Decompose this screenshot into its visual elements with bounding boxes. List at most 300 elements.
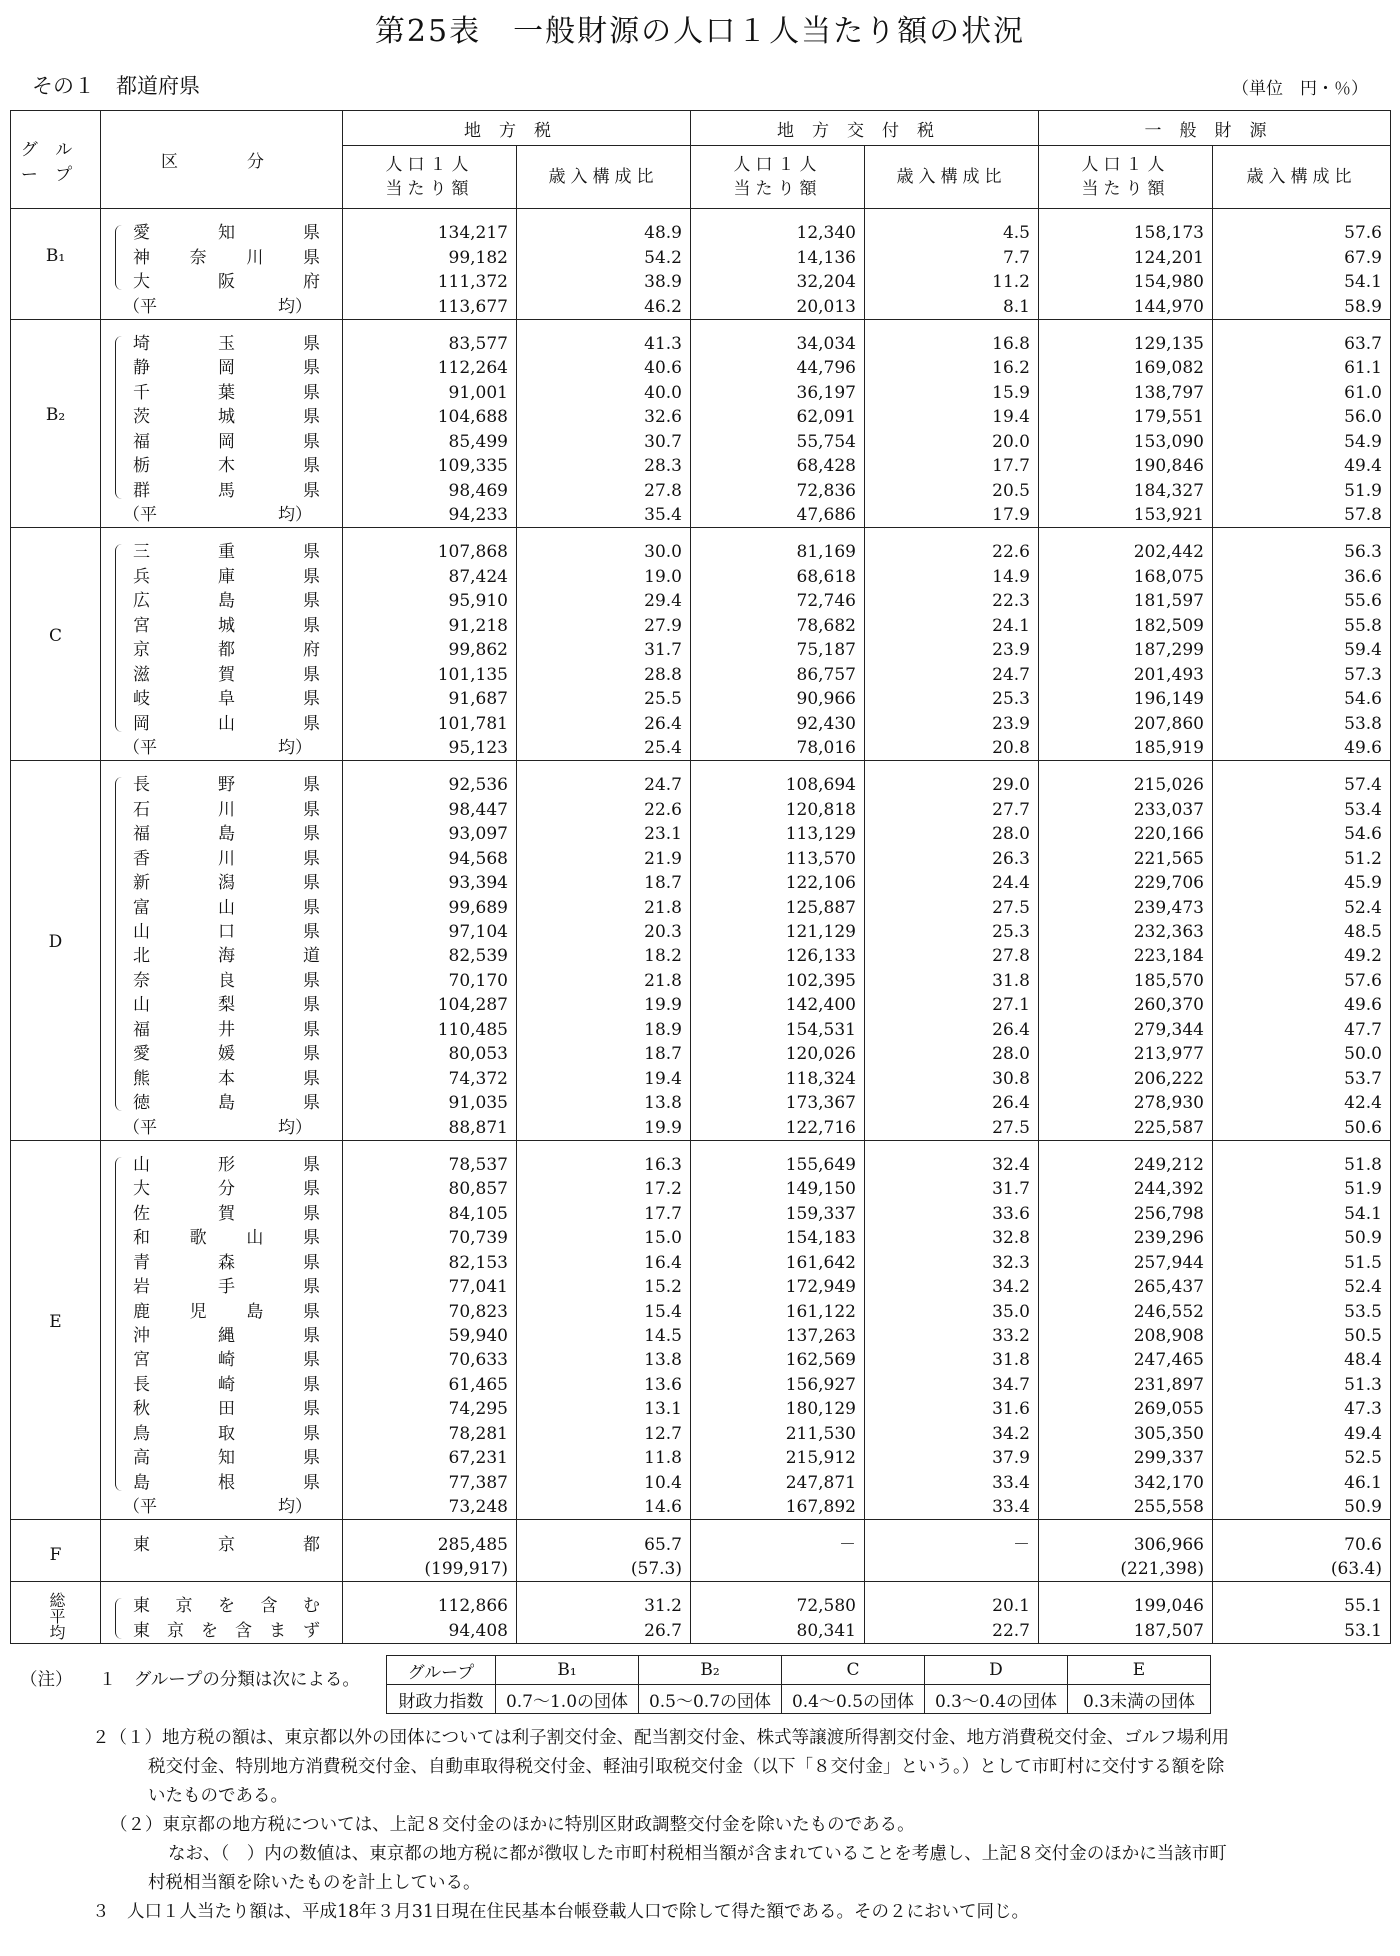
row-label — [101, 822, 343, 846]
value-cell-kr: 15.9 — [865, 381, 1039, 405]
value-cell-gr: 51.9 — [1213, 1177, 1391, 1201]
header-ippan: 一般財源 — [1039, 111, 1391, 146]
value-cell-t: 94,568 — [343, 847, 517, 871]
value-cell-g: 206,222 — [1039, 1066, 1213, 1090]
row-label — [101, 565, 343, 589]
value-cell-gr: (63.4) — [1213, 1557, 1391, 1582]
group-name: F — [49, 1544, 62, 1565]
table-row — [11, 687, 1391, 711]
table-row — [11, 221, 1391, 245]
group-cell-empty — [11, 847, 101, 871]
value-cell-g: 279,344 — [1039, 1018, 1213, 1042]
table-row — [11, 430, 1391, 454]
value-cell-kr: 17.9 — [865, 503, 1039, 528]
value-cell-t: 112,264 — [343, 356, 517, 380]
note-1: （注） １ グループの分類は次による。 — [20, 1670, 360, 1690]
value-cell-t: 92,536 — [343, 773, 517, 797]
value-cell-k: 118,324 — [691, 1066, 865, 1090]
value-cell-tr: 17.2 — [517, 1177, 691, 1201]
row-label — [101, 1619, 343, 1644]
value-cell-tr: (57.3) — [517, 1557, 691, 1582]
value-cell-gr: 58.9 — [1213, 294, 1391, 319]
header-ratio: 歳入構成比 — [1213, 146, 1391, 209]
row-label — [101, 1251, 343, 1275]
row-name: 和 歌 山 県 — [133, 1228, 320, 1249]
row-name: 広 島 県 — [133, 591, 320, 612]
section-spacer — [11, 319, 1391, 332]
row-label — [101, 1422, 343, 1446]
group-name: C — [48, 626, 62, 647]
value-cell-gr: 53.5 — [1213, 1299, 1391, 1323]
value-cell-tr: 26.4 — [517, 711, 691, 735]
value-cell-tr: 19.9 — [517, 993, 691, 1017]
group-cell-empty — [11, 1115, 101, 1140]
value-cell-gr: 51.9 — [1213, 478, 1391, 502]
value-cell-tr: 28.8 — [517, 662, 691, 686]
value-cell-gr: 54.9 — [1213, 430, 1391, 454]
value-cell-gr: 49.6 — [1213, 993, 1391, 1017]
value-cell-g: 260,370 — [1039, 993, 1213, 1017]
note-2b-2: なお、（ ）内の数値は、東京都の地方税に都が徴収した市町村税相当額が含まれていることを考慮し、上記８交付金のほかに当該市町 — [168, 1844, 1227, 1864]
row-name: 香 川 県 — [133, 848, 320, 869]
row-label — [101, 969, 343, 993]
value-cell-k: 154,531 — [691, 1018, 865, 1042]
value-cell-gr: 63.7 — [1213, 332, 1391, 356]
value-cell-t: 82,539 — [343, 944, 517, 968]
value-cell-kr: 26.4 — [865, 1018, 1039, 1042]
table-row — [11, 1091, 1391, 1115]
value-cell-g: 179,551 — [1039, 405, 1213, 429]
value-cell-g: 182,509 — [1039, 614, 1213, 638]
value-cell-tr: 22.6 — [517, 798, 691, 822]
row-label — [101, 356, 343, 380]
table-row — [11, 1251, 1391, 1275]
page-title: 第25表 一般財源の人口１人当たり額の状況 — [374, 14, 1026, 49]
group-cell-empty — [11, 1066, 101, 1090]
value-cell-gr: 54.1 — [1213, 1202, 1391, 1226]
group-cell-empty — [11, 565, 101, 589]
group-cell-empty — [11, 1422, 101, 1446]
value-cell-k: 167,892 — [691, 1495, 865, 1520]
table-row — [11, 1619, 1391, 1644]
group-label — [11, 332, 101, 426]
row-label — [101, 1348, 343, 1372]
row-name: 長 崎 県 — [133, 1374, 320, 1395]
value-cell-kr: 30.8 — [865, 1066, 1039, 1090]
value-cell-g: 202,442 — [1039, 540, 1213, 564]
group-cell-empty — [11, 711, 101, 735]
table-row — [11, 944, 1391, 968]
value-cell-k: 142,400 — [691, 993, 865, 1017]
value-cell-g: 185,570 — [1039, 969, 1213, 993]
value-cell-tr: 19.9 — [517, 1115, 691, 1140]
row-name: 徳 島 県 — [133, 1093, 320, 1114]
value-cell-t: 77,041 — [343, 1275, 517, 1299]
value-cell-kr: 14.9 — [865, 565, 1039, 589]
value-cell-gr: 49.6 — [1213, 736, 1391, 761]
value-cell-gr: 70.6 — [1213, 1532, 1391, 1556]
value-cell-k: 156,927 — [691, 1373, 865, 1397]
value-cell-gr: 50.5 — [1213, 1324, 1391, 1348]
value-cell-gr: 57.3 — [1213, 662, 1391, 686]
value-cell-tr: 46.2 — [517, 294, 691, 319]
value-cell-tr: 30.7 — [517, 430, 691, 454]
header-per-capita: 人口１人 当たり額 — [1039, 146, 1213, 209]
table-row — [11, 1018, 1391, 1042]
index-cell: 0.3～0.4の団体 — [925, 1685, 1068, 1714]
value-cell-t: 98,469 — [343, 478, 517, 502]
row-label — [101, 1470, 343, 1494]
value-cell-kr: 27.5 — [865, 1115, 1039, 1140]
value-cell-g: 184,327 — [1039, 478, 1213, 502]
value-cell-tr: 12.7 — [517, 1422, 691, 1446]
group-cell-empty — [11, 1397, 101, 1421]
value-cell-kr: 16.8 — [865, 332, 1039, 356]
value-cell-g: 239,473 — [1039, 895, 1213, 919]
value-cell-t: 97,104 — [343, 920, 517, 944]
value-cell-t: 94,408 — [343, 1619, 517, 1644]
group-cell: グループ — [387, 1656, 496, 1685]
value-cell-kr: 22.7 — [865, 1619, 1039, 1644]
value-cell-gr: 57.8 — [1213, 503, 1391, 528]
value-cell-kr: 31.8 — [865, 969, 1039, 993]
value-cell-k: 161,122 — [691, 1299, 865, 1323]
value-cell-g: 181,597 — [1039, 589, 1213, 613]
value-cell-t: 67,231 — [343, 1446, 517, 1470]
row-label — [101, 381, 343, 405]
group-cell-empty — [11, 1202, 101, 1226]
value-cell-t: 83,577 — [343, 332, 517, 356]
group-cell-empty — [11, 1495, 101, 1520]
value-cell-tr: 29.4 — [517, 589, 691, 613]
section-spacer — [11, 528, 1391, 541]
group-label — [11, 1592, 101, 1641]
table-row — [11, 270, 1391, 294]
row-label — [101, 1557, 343, 1582]
value-cell-tr: 18.9 — [517, 1018, 691, 1042]
table-row — [11, 1275, 1391, 1299]
table-body — [11, 209, 1391, 1644]
value-cell-g: 220,166 — [1039, 822, 1213, 846]
row-name: 大 分 県 — [133, 1179, 320, 1200]
value-cell-kr: 20.8 — [865, 736, 1039, 761]
value-cell-k: 122,716 — [691, 1115, 865, 1140]
value-cell-gr: 36.6 — [1213, 565, 1391, 589]
value-cell-g: 256,798 — [1039, 1202, 1213, 1226]
row-name: 滋 賀 県 — [133, 664, 320, 685]
value-cell-kr: 29.0 — [865, 773, 1039, 797]
value-cell-t: 110,485 — [343, 1018, 517, 1042]
row-name: （平 均） — [123, 296, 312, 317]
value-cell-g: 223,184 — [1039, 944, 1213, 968]
value-cell-k: 122,106 — [691, 871, 865, 895]
row-label — [101, 1275, 343, 1299]
row-name: 岡 山 県 — [133, 713, 320, 734]
row-name: 富 山 県 — [133, 897, 320, 918]
row-name: （平 均） — [123, 1497, 312, 1518]
row-label — [101, 540, 343, 564]
value-cell-tr: 16.3 — [517, 1153, 691, 1177]
value-cell-k: 126,133 — [691, 944, 865, 968]
group-name: B₂ — [45, 405, 66, 426]
value-cell-t: 88,871 — [343, 1115, 517, 1140]
row-label — [101, 1373, 343, 1397]
value-cell-t: 94,233 — [343, 503, 517, 528]
value-cell-t: 80,857 — [343, 1177, 517, 1201]
value-cell-k: 155,649 — [691, 1153, 865, 1177]
value-cell-k: 211,530 — [691, 1422, 865, 1446]
table-row — [11, 1042, 1391, 1066]
section-spacer — [11, 761, 1391, 774]
table-row — [11, 847, 1391, 871]
value-cell-kr: 33.4 — [865, 1470, 1039, 1494]
section-spacer — [11, 1520, 1391, 1533]
value-cell-k: 81,169 — [691, 540, 865, 564]
header-per-capita: 人口１人 当たり額 — [691, 146, 865, 209]
value-cell-gr: 53.7 — [1213, 1066, 1391, 1090]
value-cell-t: 78,537 — [343, 1153, 517, 1177]
table-row — [11, 1324, 1391, 1348]
value-cell-gr: 45.9 — [1213, 871, 1391, 895]
table-row — [11, 565, 1391, 589]
value-cell-g: 255,558 — [1039, 1495, 1213, 1520]
row-name: 愛 媛 県 — [133, 1044, 320, 1065]
value-cell-t: 70,823 — [343, 1299, 517, 1323]
value-cell-g: 229,706 — [1039, 871, 1213, 895]
index-cell: 0.7～1.0の団体 — [496, 1685, 639, 1714]
value-cell-gr: 52.4 — [1213, 895, 1391, 919]
value-cell-kr: 17.7 — [865, 454, 1039, 478]
average-row — [11, 736, 1391, 761]
value-cell-g: 221,565 — [1039, 847, 1213, 871]
row-name: 島 根 県 — [133, 1472, 320, 1493]
index-cell: 0.5～0.7の団体 — [639, 1685, 782, 1714]
value-cell-t: 101,135 — [343, 662, 517, 686]
row-label — [101, 589, 343, 613]
value-cell-kr: 27.5 — [865, 895, 1039, 919]
value-cell-g: 239,296 — [1039, 1226, 1213, 1250]
value-cell-kr: 26.4 — [865, 1091, 1039, 1115]
value-cell-tr: 13.8 — [517, 1348, 691, 1372]
value-cell-k: 20,013 — [691, 294, 865, 319]
group-cell: C — [782, 1656, 925, 1685]
page-subtitle: その１ 都道府県 — [32, 74, 200, 98]
value-cell-gr: 57.6 — [1213, 221, 1391, 245]
value-cell-g: 246,552 — [1039, 1299, 1213, 1323]
row-label — [101, 270, 343, 294]
average-row — [11, 503, 1391, 528]
row-label — [101, 245, 343, 269]
value-cell-g: 190,846 — [1039, 454, 1213, 478]
value-cell-kr: 22.3 — [865, 589, 1039, 613]
row-label — [101, 294, 343, 319]
group-cell: E — [1068, 1656, 1211, 1685]
value-cell-k: 75,187 — [691, 638, 865, 662]
value-cell-k: 55,754 — [691, 430, 865, 454]
row-name: 岩 手 県 — [133, 1277, 320, 1298]
table-row — [11, 1299, 1391, 1323]
value-cell-tr: 15.2 — [517, 1275, 691, 1299]
table-row — [11, 773, 1391, 797]
value-cell-g: 153,921 — [1039, 503, 1213, 528]
group-label — [11, 540, 101, 647]
value-cell-t: 104,688 — [343, 405, 517, 429]
group-cell-empty — [11, 895, 101, 919]
value-cell-t: 74,295 — [343, 1397, 517, 1421]
row-label — [101, 895, 343, 919]
row-label — [101, 944, 343, 968]
row-name: 群 馬 県 — [133, 480, 320, 501]
value-cell-t: 84,105 — [343, 1202, 517, 1226]
row-name: 新 潟 県 — [133, 873, 320, 894]
value-cell-kr: 7.7 — [865, 245, 1039, 269]
value-cell-k: 72,746 — [691, 589, 865, 613]
row-label — [101, 503, 343, 528]
value-cell-g: 187,507 — [1039, 1619, 1213, 1644]
value-cell-gr: 54.6 — [1213, 687, 1391, 711]
value-cell-tr: 27.8 — [517, 478, 691, 502]
value-cell-tr: 25.4 — [517, 736, 691, 761]
value-cell-gr: 47.3 — [1213, 1397, 1391, 1421]
value-cell-gr: 51.8 — [1213, 1153, 1391, 1177]
table-row — [11, 1348, 1391, 1372]
value-cell-g: 305,350 — [1039, 1422, 1213, 1446]
value-cell-gr: 54.6 — [1213, 822, 1391, 846]
table-row — [11, 1422, 1391, 1446]
row-name: 東 京 を 含 む — [133, 1596, 320, 1617]
value-cell-gr: 57.4 — [1213, 773, 1391, 797]
value-cell-tr: 23.1 — [517, 822, 691, 846]
value-cell-k: 162,569 — [691, 1348, 865, 1372]
value-cell-tr: 15.0 — [517, 1226, 691, 1250]
row-label — [101, 1153, 343, 1177]
group-cell-empty — [11, 1470, 101, 1494]
value-cell-tr: 35.4 — [517, 503, 691, 528]
value-cell-t: 77,387 — [343, 1470, 517, 1494]
value-cell-k: 102,395 — [691, 969, 865, 993]
value-cell-gr: 55.1 — [1213, 1594, 1391, 1618]
value-cell-kr: 34.2 — [865, 1275, 1039, 1299]
value-cell-k: 14,136 — [691, 245, 865, 269]
value-cell-t: 112,866 — [343, 1594, 517, 1618]
row-label — [101, 221, 343, 245]
group-cell-empty — [11, 356, 101, 380]
row-label — [101, 478, 343, 502]
value-cell-g: 144,970 — [1039, 294, 1213, 319]
value-cell-g: 187,299 — [1039, 638, 1213, 662]
value-cell-k: 86,757 — [691, 662, 865, 686]
value-cell-k: 108,694 — [691, 773, 865, 797]
row-label — [101, 847, 343, 871]
table-row — [11, 798, 1391, 822]
value-cell-tr: 48.9 — [517, 221, 691, 245]
value-cell-tr: 18.2 — [517, 944, 691, 968]
group-cell-empty — [11, 1091, 101, 1115]
group-name: B₁ — [45, 245, 66, 266]
value-cell-tr: 54.2 — [517, 245, 691, 269]
row-label — [101, 1177, 343, 1201]
value-cell-kr: 11.2 — [865, 270, 1039, 294]
average-row — [11, 1495, 1391, 1520]
group-label — [11, 1532, 101, 1565]
value-cell-gr: 61.0 — [1213, 381, 1391, 405]
group-cell: B₂ — [639, 1656, 782, 1685]
value-cell-k: 78,016 — [691, 736, 865, 761]
row-name: 熊 本 県 — [133, 1068, 320, 1089]
value-cell-t: 74,372 — [343, 1066, 517, 1090]
value-cell-kr: 32.3 — [865, 1251, 1039, 1275]
row-name: 千 葉 県 — [133, 382, 320, 403]
main-table — [10, 110, 1391, 1644]
row-name: 山 梨 県 — [133, 995, 320, 1016]
value-cell-gr: 50.6 — [1213, 1115, 1391, 1140]
value-cell-k: 180,129 — [691, 1397, 865, 1421]
value-cell-kr: 26.3 — [865, 847, 1039, 871]
value-cell-gr: 49.2 — [1213, 944, 1391, 968]
value-cell-gr: 53.1 — [1213, 1619, 1391, 1644]
value-cell-gr: 42.4 — [1213, 1091, 1391, 1115]
group-name: 総平均 — [47, 1592, 66, 1641]
table-row — [11, 895, 1391, 919]
value-cell-tr: 65.7 — [517, 1532, 691, 1556]
section-spacer — [11, 209, 1391, 222]
value-cell-kr: 27.1 — [865, 993, 1039, 1017]
value-cell-k: 44,796 — [691, 356, 865, 380]
value-cell-k: 68,618 — [691, 565, 865, 589]
value-cell-g: 124,201 — [1039, 245, 1213, 269]
value-cell-t: 107,868 — [343, 540, 517, 564]
value-cell-k: 80,341 — [691, 1619, 865, 1644]
value-cell-t: 70,170 — [343, 969, 517, 993]
row-name: 宮 崎 県 — [133, 1350, 320, 1371]
value-cell-k: 36,197 — [691, 381, 865, 405]
value-cell-tr: 28.3 — [517, 454, 691, 478]
value-cell-k: 72,836 — [691, 478, 865, 502]
value-cell-gr: 51.2 — [1213, 847, 1391, 871]
value-cell-kr: 35.0 — [865, 1299, 1039, 1323]
value-cell-kr: 23.9 — [865, 711, 1039, 735]
value-cell-kr: 24.4 — [865, 871, 1039, 895]
value-cell-tr: 31.7 — [517, 638, 691, 662]
row-name: 石 川 県 — [133, 799, 320, 820]
group-cell-empty — [11, 969, 101, 993]
row-label — [101, 1594, 343, 1618]
value-cell-g: 199,046 — [1039, 1594, 1213, 1618]
group-cell-empty — [11, 1251, 101, 1275]
value-cell-gr: 53.4 — [1213, 798, 1391, 822]
group-cell-empty — [11, 798, 101, 822]
value-cell-kr: 20.1 — [865, 1594, 1039, 1618]
value-cell-t: 111,372 — [343, 270, 517, 294]
value-cell-k: 173,367 — [691, 1091, 865, 1115]
value-cell-k: 137,263 — [691, 1324, 865, 1348]
row-label — [101, 1202, 343, 1226]
row-name: 福 岡 県 — [133, 431, 320, 452]
row-label — [101, 1066, 343, 1090]
row-label — [101, 736, 343, 761]
row-name: 茨 城 県 — [133, 407, 320, 428]
group-cell-empty — [11, 1177, 101, 1201]
table-row — [11, 1373, 1391, 1397]
value-cell-tr: 11.8 — [517, 1446, 691, 1470]
value-cell-kr: 22.6 — [865, 540, 1039, 564]
group-name: E — [49, 1311, 62, 1332]
value-cell-tr: 14.6 — [517, 1495, 691, 1520]
unit-label: （単位 円・％） — [1232, 79, 1368, 99]
value-cell-gr: 50.0 — [1213, 1042, 1391, 1066]
value-cell-kr: 31.6 — [865, 1397, 1039, 1421]
value-cell-tr: 19.0 — [517, 565, 691, 589]
